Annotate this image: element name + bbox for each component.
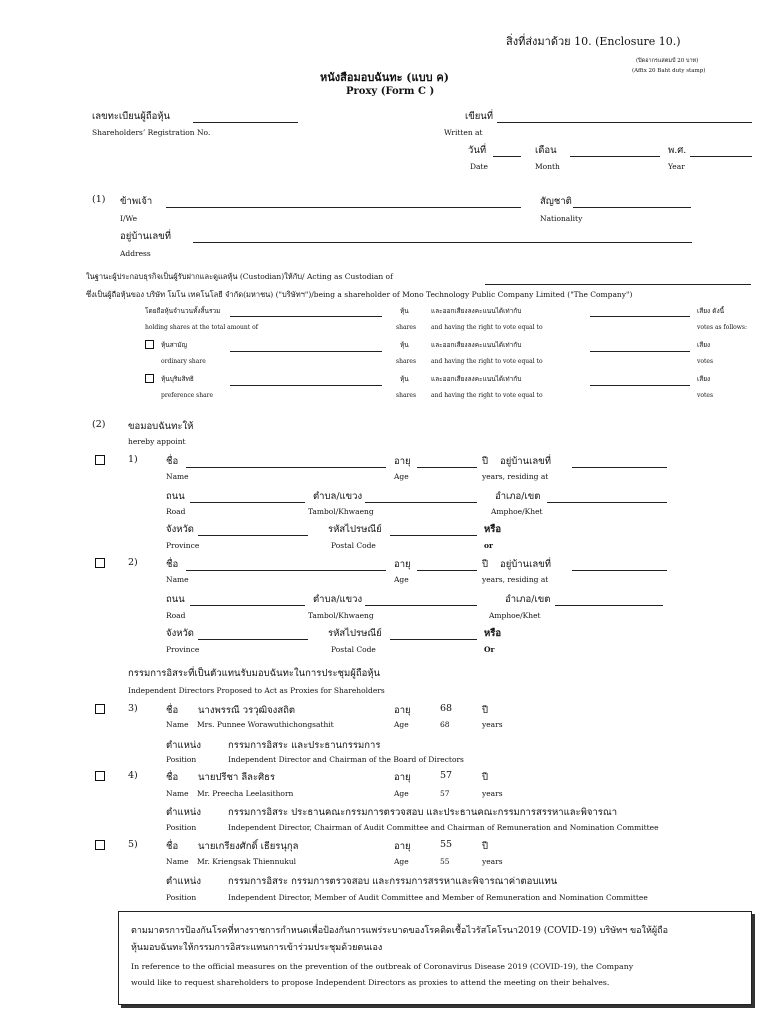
preference-votes-en: votes [697, 392, 714, 399]
director3-age-th: 68 [440, 703, 453, 714]
proxy2-years-th: ปี [482, 559, 489, 570]
proxy2-age-label-th: อายุ [394, 559, 411, 570]
director4-age-th: 57 [440, 770, 453, 781]
proxy1-checkbox[interactable] [95, 455, 105, 465]
shares-unit-th: หุ้น [400, 307, 409, 315]
appoint-label-en: hereby appoint [128, 437, 186, 446]
notice-th-line1: ตามมาตรการป้องกันโรคที่ทางราชการกำหนดเพื่อป้องกันการแพร่ระบาดของโรคติดเชื้อไวรัสโคโรนา2019 (COVID-19) บริษัทฯ ขอให้ผู้ถือ [131, 926, 669, 936]
vote-right-en: and having the right to vote equal to [431, 324, 543, 331]
director3-name-en: Mrs. Punnee Worawuthichongsathit [197, 720, 334, 729]
director5-name-label-th: ชื่อ [166, 841, 179, 852]
director5-age-th: 55 [440, 839, 453, 850]
proxy2-name-label-th: ชื่อ [166, 559, 179, 570]
director4-name-en: Mr. Preecha Leelasithorn [197, 789, 294, 798]
director5-name-en: Mr. Kriengsak Thiennukul [197, 857, 297, 866]
section2-number: (2) [92, 419, 106, 430]
director3-name-label-th: ชื่อ [166, 705, 179, 716]
directors-heading-th: กรรมการอิสระที่เป็นตัวแทนรับมอบฉันทะในการประชุมผู้ถือหุ้น [128, 668, 381, 679]
director4-name-th: นายปรีชา ลีละศิธร [198, 772, 276, 783]
month-label-en: Month [535, 162, 560, 171]
proxy1-province-label-th: จังหวัด [166, 524, 194, 535]
director5-name-th: นายเกรียงศักดิ์ เธียรนุกุล [198, 841, 299, 852]
proxy1-residing-label-en: years, residing at [482, 472, 549, 481]
director5-age-label-th: อายุ [394, 841, 411, 852]
proxy2-name-field[interactable] [186, 570, 386, 571]
preference-label-th: หุ้นบุริมสิทธิ [161, 375, 194, 383]
holding-label-th: โดยถือหุ้นจำนวนทั้งสิ้นรวม [145, 307, 221, 315]
proxy2-age-label-en: Age [394, 575, 409, 584]
director3-age-label-en: Age [394, 720, 409, 729]
director3-position-en: Independent Director and Chairman of the Board of Directors [228, 755, 464, 764]
nationality-field[interactable] [573, 207, 691, 208]
proxy1-amphoe-field[interactable] [547, 502, 667, 503]
written-at-label-th: เขียนที่ [465, 111, 494, 122]
date-label-th: วันที่ [468, 145, 487, 156]
director4-name-label-en: Name [166, 789, 189, 798]
proxy2-residing-label-en: years, residing at [482, 575, 549, 584]
director4-age-label-th: อายุ [394, 772, 411, 783]
ordinary-unit-th: หุ้น [400, 341, 409, 349]
address-label-en: Address [120, 249, 151, 258]
proxy2-age-field[interactable] [417, 570, 477, 571]
ordinary-votes-en: votes [697, 358, 714, 365]
custodian-statement: ในฐานะผู้ประกอบธุรกิจเป็นผู้รับฝากและดูแลหุ้น (Custodian)ให้กับ/ Acting as Custodian of [86, 272, 393, 281]
director4-years-en: years [482, 789, 503, 798]
director4-position-label-th: ตำแหน่ง [166, 807, 202, 818]
notice-en-line2: would like to request shareholders to propose Independent Directors as proxies to attend the meeting on their behalves. [131, 978, 610, 987]
stamp-note-th: (ปิดอากรแสตมป์ 20 บาท) [636, 58, 699, 64]
date-field[interactable] [493, 156, 521, 157]
date-label-en: Date [470, 162, 488, 171]
reg-no-label-th: เลขทะเบียนผู้ถือหุ้น [92, 111, 171, 122]
preference-unit-en: shares [396, 392, 417, 399]
proxy2-road-field[interactable] [190, 605, 305, 606]
director4-position-label-en: Position [166, 823, 197, 832]
proxy2-tambol-field[interactable] [365, 605, 477, 606]
proxy1-years-th: ปี [482, 456, 489, 467]
director3-position-label-en: Position [166, 755, 197, 764]
shareholder-statement: ซึ่งเป็นผู้ถือหุ้นของ บริษัท โมโน เทคโนโลยี จำกัด(มหาชน) ("บริษัทฯ")/being a shareholder of Mono Technology Public Company Limited ("The Company") [86, 290, 633, 299]
proxy2-tambol-label-en: Tambol/Khwaeng [308, 611, 374, 620]
written-at-field[interactable] [497, 122, 752, 123]
proxy2-amphoe-label-th: อำเภอ/เขต [505, 594, 551, 605]
proxy2-or-en: Or [484, 645, 495, 654]
preference-votes-th: เสียง [697, 375, 711, 383]
proxy2-postal-label-en: Postal Code [331, 645, 376, 654]
appoint-label-th: ขอมอบฉันทะให้ [128, 421, 194, 432]
written-at-label-en: Written at [444, 128, 483, 137]
director3-position-th: กรรมการอิสระ และประธานกรรมการ [228, 740, 381, 751]
proxy1-postal-label-en: Postal Code [331, 541, 376, 550]
proxy2-postal-label-th: รหัสไปรษณีย์ [328, 628, 382, 639]
proxy2-or-th: หรือ [484, 628, 502, 639]
proxy1-road-field[interactable] [190, 502, 305, 503]
director5-years-en: years [482, 857, 503, 866]
director4-years-th: ปี [482, 772, 489, 783]
ordinary-vote-right-th: และออกเสียงลงคะแนนได้เท่ากับ [431, 341, 522, 349]
month-field[interactable] [570, 156, 660, 157]
reg-no-field[interactable] [193, 122, 298, 123]
proxy1-tambol-label-th: ตำบล/แขวง [313, 491, 363, 502]
ordinary-unit-en: shares [396, 358, 417, 365]
proxy1-road-label-en: Road [166, 507, 186, 516]
director3-years-en: years [482, 720, 503, 729]
proxy2-road-label-th: ถนน [166, 594, 185, 605]
ordinary-shares-field[interactable] [230, 351, 382, 352]
proxy1-name-field[interactable] [186, 467, 386, 468]
we-label-th: ข้าพเจ้า [120, 196, 153, 207]
total-shares-field[interactable] [230, 316, 382, 317]
proxy2-province-field[interactable] [198, 639, 308, 640]
preference-unit-th: หุ้น [400, 375, 409, 383]
year-field[interactable] [690, 156, 752, 157]
proxy2-checkbox[interactable] [95, 558, 105, 568]
proxy2-house-no-field[interactable] [572, 570, 667, 571]
proxy1-age-label-th: อายุ [394, 456, 411, 467]
directors-heading-en: Independent Directors Proposed to Act as Proxies for Shareholders [128, 686, 385, 695]
notice-en-line1: In reference to the official measures on the prevention of the outbreak of Coronavirus Disease 2019 (COVID-19), the Company [131, 962, 634, 971]
preference-share-checkbox[interactable] [145, 374, 154, 383]
proxy2-tambol-label-th: ตำบล/แขวง [313, 594, 363, 605]
proxy1-name-label-th: ชื่อ [166, 456, 179, 467]
proxy1-age-label-en: Age [394, 472, 409, 481]
custodian-of-field[interactable] [485, 284, 751, 285]
proxy2-amphoe-field[interactable] [555, 605, 663, 606]
year-label-th: พ.ศ. [668, 145, 687, 156]
proxy2-number: 2) [128, 557, 138, 568]
proxy1-or-th: หรือ [484, 524, 502, 535]
notice-th-line2: หุ้นมอบฉันทะให้กรรมการอิสระแทนการเข้าร่วมประชุมด้วยตนเอง [131, 943, 383, 953]
proxy1-age-field[interactable] [417, 467, 477, 468]
director4-checkbox[interactable] [95, 771, 105, 781]
proxy1-tambol-field[interactable] [365, 502, 477, 503]
director4-number: 4) [128, 770, 138, 781]
covid-notice-box [118, 911, 752, 1005]
director4-name-label-th: ชื่อ [166, 772, 179, 783]
director5-name-label-en: Name [166, 857, 189, 866]
director5-checkbox[interactable] [95, 840, 105, 850]
stamp-note-en: (Affix 20 Baht duty stamp) [632, 68, 706, 74]
director3-name-th: นางพรรณี วรวุฒิจงสถิต [198, 705, 296, 716]
director3-number: 3) [128, 703, 138, 714]
address-label-th: อยู่บ้านเลขที่ [120, 231, 171, 242]
proxy2-amphoe-label-en: Amphoe/Khet [489, 611, 541, 620]
director5-position-label-th: ตำแหน่ง [166, 876, 202, 887]
proxy1-name-label-en: Name [166, 472, 189, 481]
preference-label-en: preference share [161, 392, 214, 399]
proxy2-residing-label-th: อยู่บ้านเลขที่ [500, 559, 551, 570]
nationality-label-en: Nationality [540, 214, 583, 223]
proxy2-postal-field[interactable] [390, 639, 477, 640]
preference-vote-right-th: และออกเสียงลงคะแนนได้เท่ากับ [431, 375, 522, 383]
proxy1-residing-label-th: อยู่บ้านเลขที่ [500, 456, 551, 467]
year-label-en: Year [668, 162, 685, 171]
proxy2-name-label-en: Name [166, 575, 189, 584]
director5-years-th: ปี [482, 841, 489, 852]
director3-name-label-en: Name [166, 720, 189, 729]
ordinary-label-en: ordinary share [161, 358, 206, 365]
ordinary-label-th: หุ้นสามัญ [161, 341, 188, 349]
proxy1-or-en: or [484, 541, 493, 550]
proxy1-number: 1) [128, 454, 138, 465]
director5-age-en: 55 [440, 857, 450, 866]
proxy1-province-label-en: Province [166, 541, 200, 550]
proxy2-province-label-th: จังหวัด [166, 628, 194, 639]
total-votes-field[interactable] [590, 316, 690, 317]
director3-years-th: ปี [482, 705, 489, 716]
director5-position-en: Independent Director, Member of Audit Committee and Member of Remuneration and Nomination Committee [228, 893, 648, 902]
proxy1-postal-label-th: รหัสไปรษณีย์ [328, 524, 382, 535]
director4-age-label-en: Age [394, 789, 409, 798]
proxy1-tambol-label-en: Tambol/Khwaeng [308, 507, 374, 516]
proxy1-postal-field[interactable] [390, 535, 477, 536]
form-title-th: หนังสือมอบฉันทะ (แบบ ค) [320, 71, 449, 84]
director3-age-label-th: อายุ [394, 705, 411, 716]
preference-votes-field[interactable] [590, 385, 690, 386]
shareholder-name-field[interactable] [166, 207, 521, 208]
preference-vote-right-en: and having the right to vote equal to [431, 392, 543, 399]
director3-age-en: 68 [440, 720, 450, 729]
director5-position-label-en: Position [166, 893, 197, 902]
proxy2-province-label-en: Province [166, 645, 200, 654]
ordinary-votes-th: เสียง [697, 341, 711, 349]
director3-position-label-th: ตำแหน่ง [166, 740, 202, 751]
director5-age-label-en: Age [394, 857, 409, 866]
proxy2-road-label-en: Road [166, 611, 186, 620]
address-field[interactable] [193, 242, 692, 243]
preference-shares-field[interactable] [230, 385, 382, 386]
vote-right-th: และออกเสียงลงคะแนนได้เท่ากับ [431, 307, 522, 315]
we-label-en: I/We [120, 214, 138, 223]
director4-age-en: 57 [440, 789, 450, 798]
reg-no-label-en: Shareholders’ Registration No. [92, 128, 211, 137]
director4-position-en: Independent Director, Chairman of Audit Committee and Chairman of Remuneration and Nomination Committee [228, 823, 659, 832]
section1-number: (1) [92, 194, 106, 205]
form-title-en: Proxy (Form C ) [346, 86, 435, 97]
enclosure-label: สิ่งที่ส่งมาด้วย 10. (Enclosure 10.) [506, 35, 681, 48]
proxy1-house-no-field[interactable] [572, 467, 667, 468]
shares-unit-en: shares [396, 324, 417, 331]
proxy1-province-field[interactable] [198, 535, 308, 536]
director5-position-th: กรรมการอิสระ กรรมการตรวจสอบ และกรรมการสรรหาและพิจารณาค่าตอบแทน [228, 876, 558, 887]
nationality-label-th: สัญชาติ [540, 196, 572, 207]
director5-number: 5) [128, 839, 138, 850]
votes-follows-th: เสียง ดังนี้ [697, 307, 725, 315]
ordinary-vote-right-en: and having the right to vote equal to [431, 358, 543, 365]
proxy1-road-label-th: ถนน [166, 491, 185, 502]
director3-checkbox[interactable] [95, 704, 105, 714]
votes-follows-en: votes as follows: [697, 324, 748, 331]
proxy1-amphoe-label-th: อำเภอ/เขต [495, 491, 541, 502]
month-label-th: เดือน [535, 145, 557, 156]
director4-position-th: กรรมการอิสระ ประธานคณะกรรมการตรวจสอบ และประธานคณะกรรมการสรรหาและพิจารณา [228, 807, 618, 818]
holding-label-en: holding shares at the total amount of [145, 324, 258, 331]
ordinary-share-checkbox[interactable] [145, 340, 154, 349]
proxy1-amphoe-label-en: Amphoe/Khet [491, 507, 543, 516]
ordinary-votes-field[interactable] [590, 351, 690, 352]
